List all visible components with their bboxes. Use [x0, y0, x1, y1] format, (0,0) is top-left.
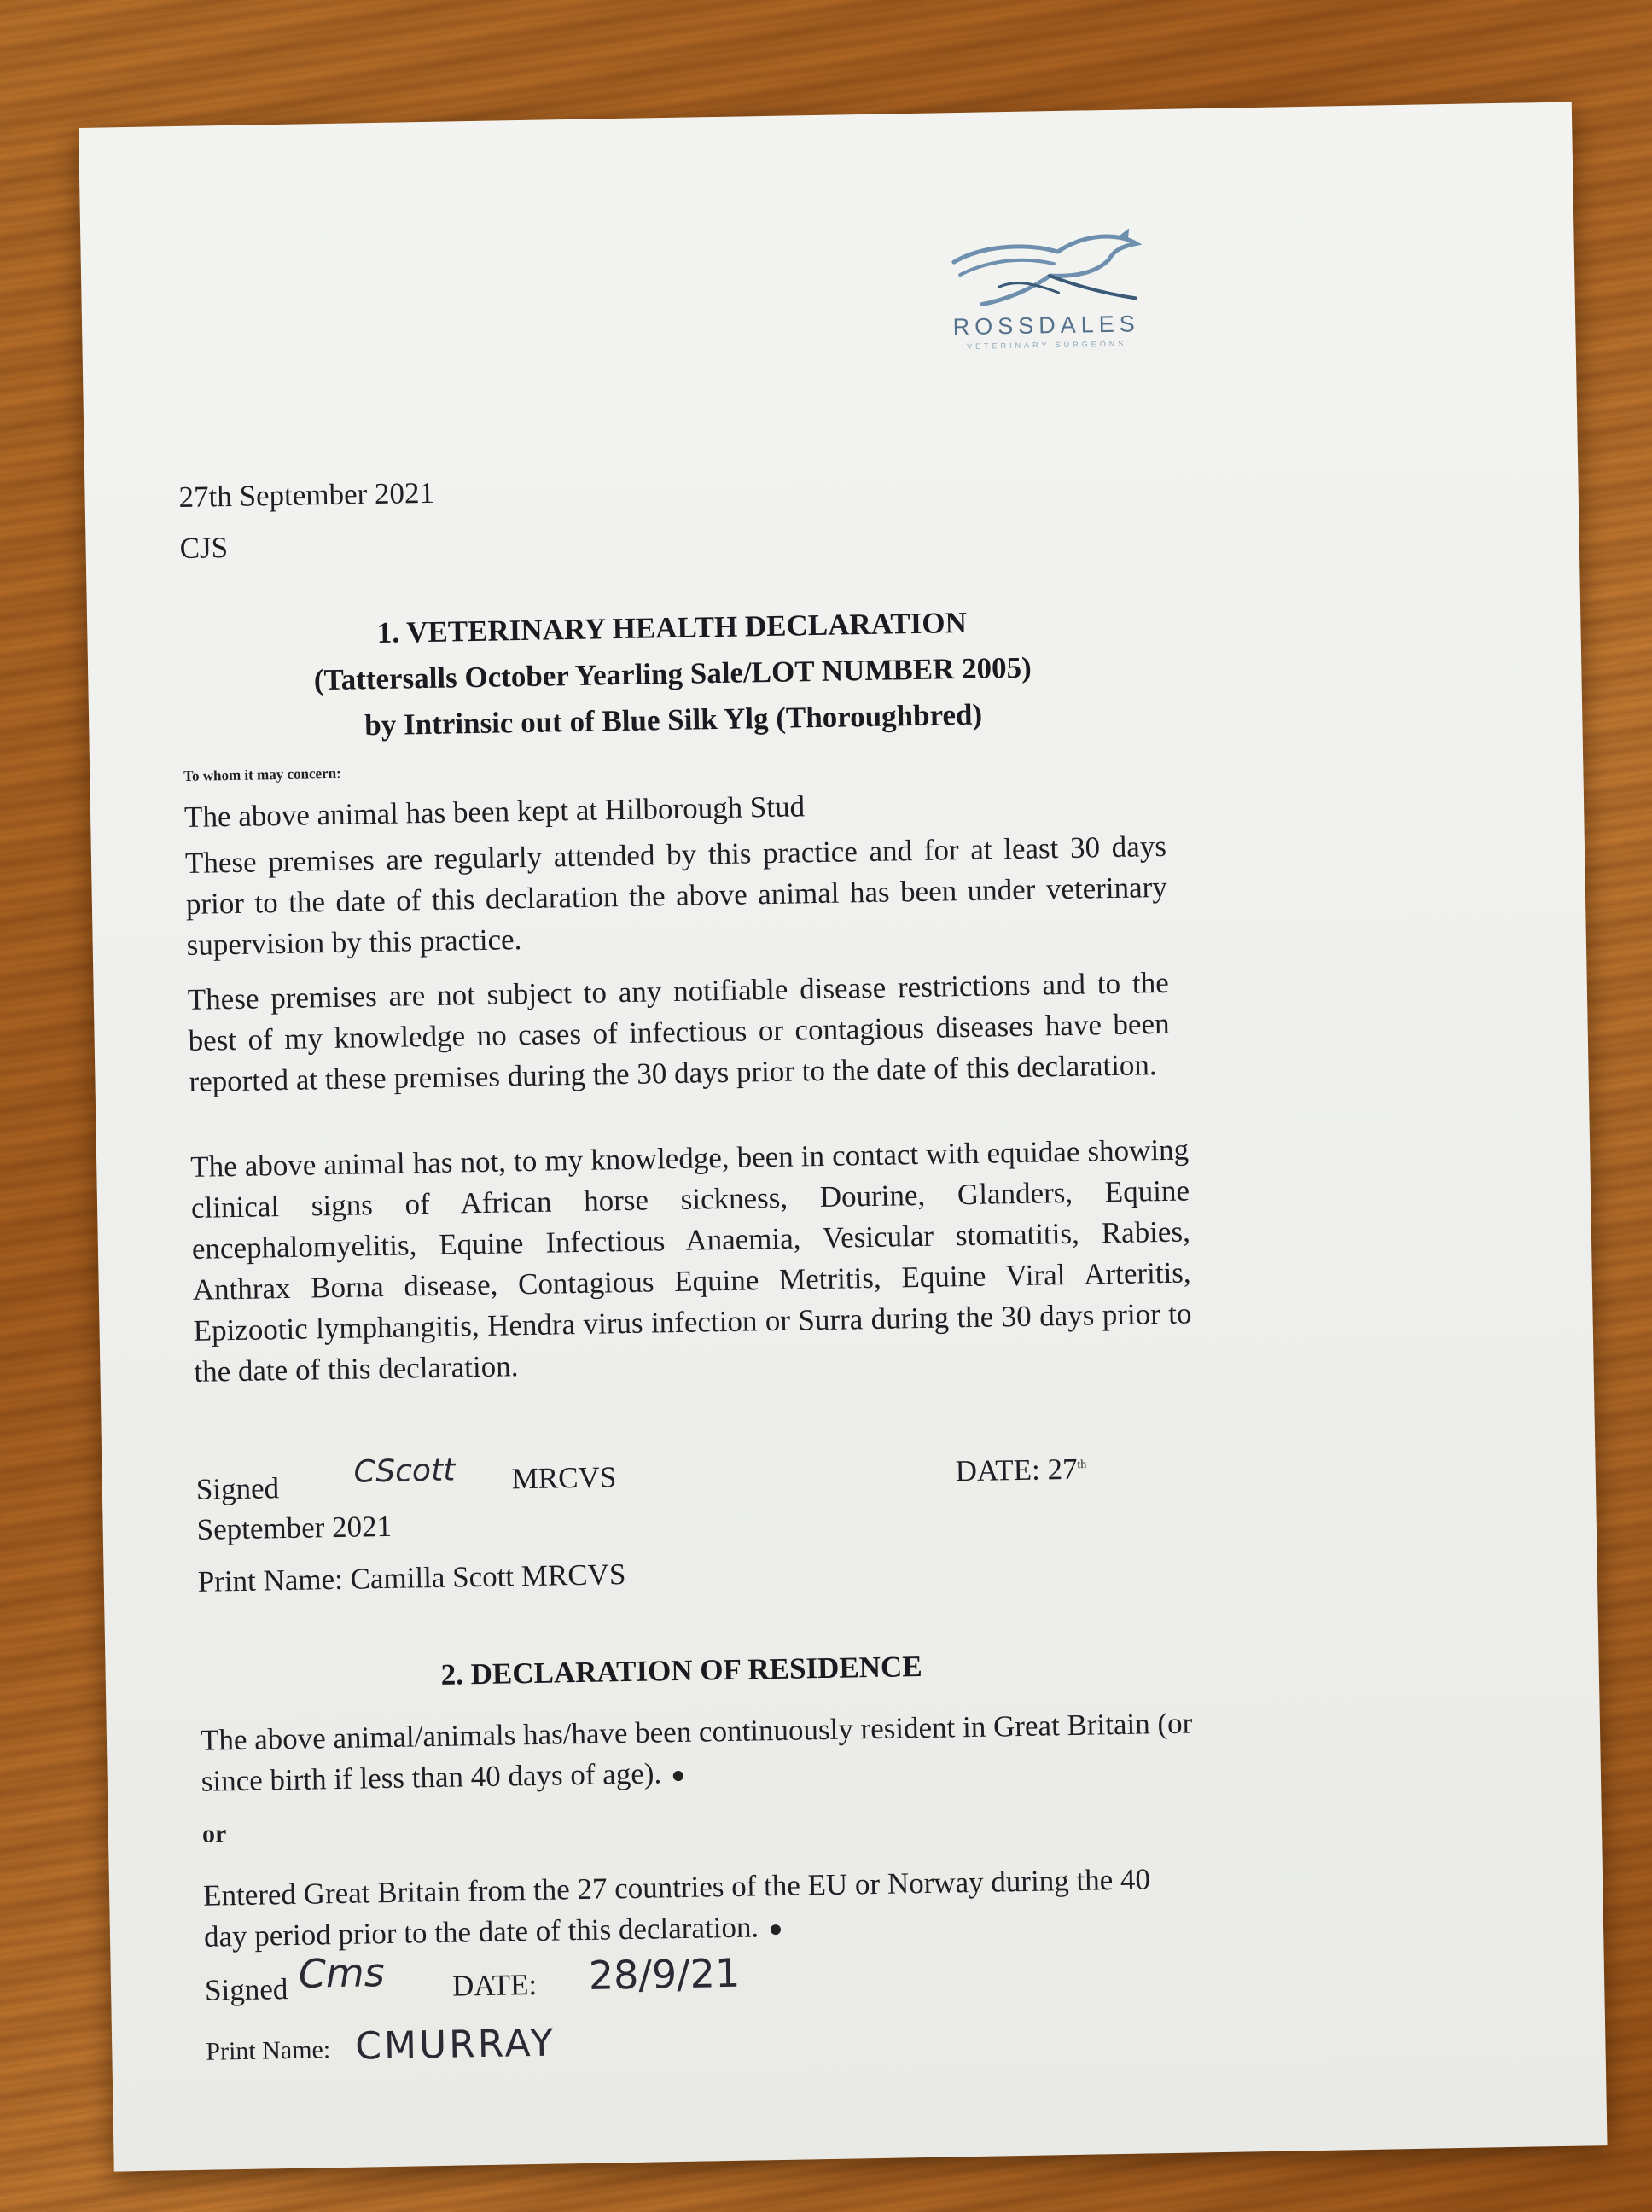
section2-para2: [203, 1859, 1186, 1958]
section2-or: or: [201, 1819, 227, 1848]
section1-date: [955, 1452, 1086, 1489]
section2-title: 2. DECLARATION OF RESIDENCE: [440, 1650, 922, 1691]
horse-logo-icon: [946, 224, 1144, 309]
logo-subtitle: VETERINARY SURGEONS: [966, 339, 1127, 351]
section1-title: 1. VETERINARY HEALTH DECLARATION: [376, 605, 968, 649]
section1-para3: These premises are not subject to any notifiable disease restrictions and to the best of my knowledge no cases of infectious or contagious diseases have been reported at these premises during the 30 days prior to the date of this declaration.: [187, 965, 1170, 1098]
section2-para1-text: The above animal/animals has/have been continuously resident in Great Britain (or since birth if less than 40 days of age).: [200, 1706, 1193, 1798]
section1-subtitle-1: (Tattersalls October Yearling Sale/LOT NUMBER 2005): [313, 650, 1032, 697]
section1-date-label: DATE: 27: [955, 1452, 1078, 1488]
letter-reference: CJS: [179, 531, 229, 566]
section2-date-label: DATE:: [451, 1967, 538, 2003]
salutation: To whom it may concern:: [183, 765, 341, 784]
section2-print-label: Print Name:: [206, 2035, 331, 2066]
section2-signed-label: Signed: [204, 1972, 288, 2007]
declaration-document: [79, 102, 1608, 2171]
logo-name: ROSSDALES: [952, 311, 1140, 341]
rossdales-logo: [934, 224, 1157, 352]
section1-mrcvs: MRCVS: [511, 1460, 617, 1496]
bullet-icon: [771, 1924, 781, 1935]
letter-date: 27th September 2021: [178, 475, 435, 515]
section1-signed-label: Signed: [195, 1471, 280, 1506]
section2-signature: Cms: [298, 1949, 386, 1997]
section2-para1: [201, 1703, 1200, 1802]
section1-print-name: Print Name: Camilla Scott MRCVS: [197, 1557, 626, 1598]
section2-date-value: 28/9/21: [588, 1949, 741, 1999]
section1-date-suffix: th: [1077, 1458, 1087, 1472]
section2-print-value: CMURRAY: [354, 2021, 556, 2069]
section2-para2-text: Entered Great Britain from the 27 countries of the EU or Norway during the 40 day period prior to the date of this declaration.: [202, 1862, 1151, 1953]
section1-para2: These premises are regularly attended by this practice and for at least 30 days prior to the date of this declaration the above animal has been under veterinary supervision by this practice.: [184, 829, 1168, 962]
section1-para4: The above animal has not, to my knowledge, been in contact with equidae showing clinical signs of African horse sickness, Dourine, Glanders, Equine encephalomyelitis, Equine Infectious Anaemia, Vesicular stomatitis, Rabies, Anthrax Borna disease, Contagious Equine Metritis, Equine Viral Arteritis, Epizootic lymphangitis, Hendra virus infection or Surra during the 30 days prior to the date of this declaration.: [189, 1132, 1192, 1388]
section1-para1: The above animal has been kept at Hilborough Stud: [183, 789, 806, 834]
bullet-icon: [673, 1771, 683, 1781]
section1-date-continued: September 2021: [196, 1509, 393, 1546]
section1-signature: CScott: [353, 1452, 456, 1490]
section1-subtitle-2: by Intrinsic out of Blue Silk Ylg (Thoroughbred): [364, 697, 983, 742]
